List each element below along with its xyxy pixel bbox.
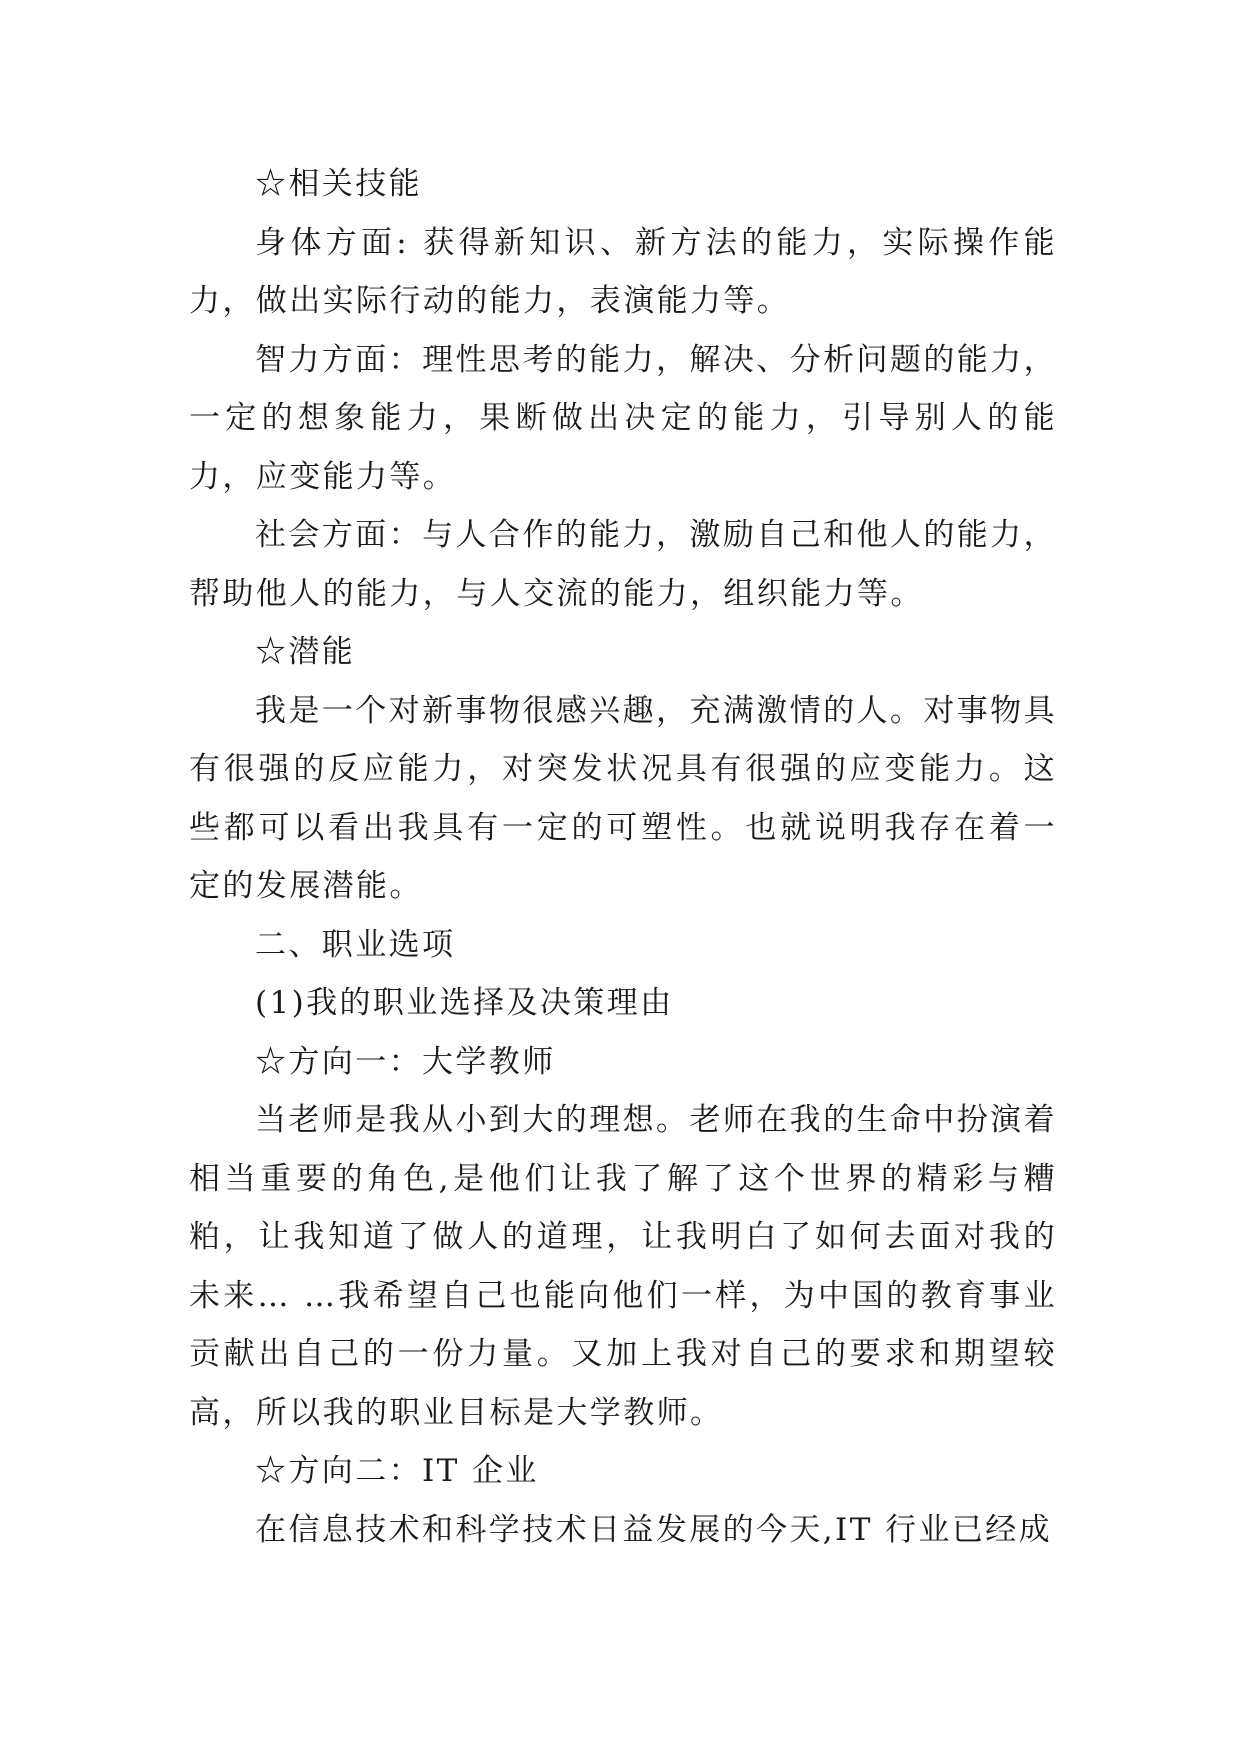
paragraph-intellectual-skills: 智力方面：理性思考的能力，解决、分析问题的能力，一定的想象能力，果断做出决定的能力，引导别人的能力，应变能力等。 [189, 341, 1057, 495]
section-heading-career-options: 二、职业选项 [255, 926, 456, 963]
section-heading-skills: ☆相关技能 [255, 166, 422, 202]
heading-direction-two: ☆方向二：IT 企业 [255, 1453, 539, 1489]
paragraph-physical-skills: 身体方面: 获得新知识、新方法的能力，实际操作能力，做出实际行动的能力，表演能力等。 [189, 224, 1057, 319]
paragraph-direction-one: 当老师是我从小到大的理想。老师在我的生命中扮演着相当重要的角色,是他们让我了解了这个世界的精彩与糟粕，让我知道了做人的道理，让我明白了如何去面对我的未来… …我希望自己也能向他们一样，为中国的教育事业贡献出自己的一份力量。又加上我对自己的要求和期望较高，所以我的职业目标是大学教师。 [189, 1102, 1057, 1431]
document-body [189, 155, 1057, 1559]
subsection-heading-career-choice: (1)我的职业选择及决策理由 [255, 985, 674, 1021]
heading-direction-one: ☆方向一：大学教师 [255, 1043, 556, 1080]
section-heading-potential: ☆潜能 [255, 634, 356, 670]
paragraph-social-skills: 社会方面：与人合作的能力，激励自己和他人的能力，帮助他人的能力，与人交流的能力，组织能力等。 [189, 517, 1057, 612]
paragraph-direction-two: 在信息技术和科学技术日益发展的今天,IT 行业已经成 [255, 1511, 1053, 1548]
paragraph-potential: 我是一个对新事物很感兴趣，充满激情的人。对事物具有很强的反应能力，对突发状况具有很强的应变能力。这些都可以看出我具有一定的可塑性。也就说明我存在着一定的发展潜能。 [189, 692, 1057, 904]
